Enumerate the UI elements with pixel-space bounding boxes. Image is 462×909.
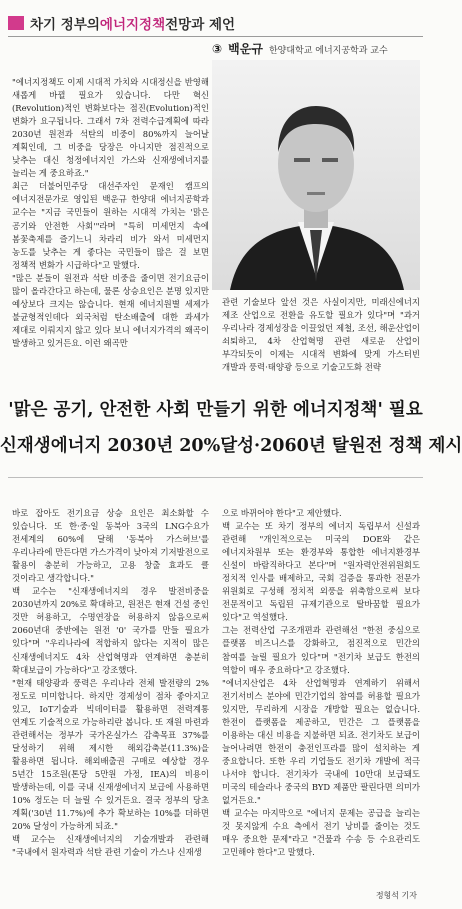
series-title [8, 12, 235, 34]
body-column-2: 관련 기술보다 앞선 것은 사실이지만, 미래신에너지 제조 산업으로 전환을 유도할 필요가 있다"며 "과거 우리나라 경제성장을 이끌었던 제철, 조선, 해운산업이 쇠퇴하고, 4차 산업혁명 관련 새로운 산업이 부각되듯이 이제는 시대적 변화에 맞게 가스터빈 개발과 풍력·태양광 등으로 기술고도화 전략 [222, 297, 420, 373]
series-number: ③ [212, 42, 223, 56]
series-suffix: 전망과 제언 [165, 17, 236, 33]
portrait-image [212, 60, 420, 290]
author-name: 백운규 [228, 42, 263, 56]
top-rule [8, 36, 423, 37]
headline-rule [8, 477, 423, 478]
series-prefix: 차기 정부의 [30, 17, 100, 33]
body-column-1: "에너지정책도 이제 시대적 가치와 시대정신을 반영해 새롭게 바뀔 필요가 있습니다. 다만 혁신(Revolution)적인 변화보다는 점진(Evolution)적인 변화가 요구됩니다. 그래서 7차 전력수급계획에 따라 2030년 원전과 석탄의 비중이 80%까지 늘어날 계획인데, 그 비중을 당장은 아니지만 점진적으로 낮추는 대신 청정에너지인 가스와 신재생에너지를 늘리는 게 중요하죠." 최근 더불어민주당 대선주자인 문재인 캠프의 에너지전문가로 영입된 백운규 한양대 에너지공학과 교수는 "지금 국민들이 원하는 시대적 가치는 '맑은 공기와 안전한 사회'"라며 "특히 미세먼지 속에 봄꽃축제를 즐기느니 차라리 비가 와서 미세먼지 농도를 낮추는 게 좋다는 국민들이 많은 걸 보면 정책적 변화가 시급하다"고 말했다. "많은 분들이 원전과 석탄 비중을 줄이면 전기요금이 많이 올라간다고 하는데, 물론 상승요인은 분명 있지만 예상보다 크지는 않습니다. 현재 에너지원별 세제가 불균형적인데다 외국처럼 탄소배출에 대한 과세가 제대로 이뤄지지 않고 있다 보니 에너지가격의 왜곡이 발생하고 있거든요. 이런 왜곡만 [12, 77, 209, 348]
body-column-3: 바로 잡아도 전기요금 상승 요인은 최소화할 수 있습니다. 또 한·중·일 동북아 3국의 LNG수요가 전세계의 60%에 달해 '동북아 가스허브'를 우리나라에 만든다면 가스가격이 낮아져 기저발전으로 활용이 충분히 가능하고, 고용 창출 효과도 클 것이라고 생각합니다." 백 교수는 "신재생에너지의 경우 발전비중을 2030년까지 20%로 확대하고, 원전은 현재 건설 중인 것만 허용하고, 수명연장을 허용하지 않음으로써 2060년대 중반에는 원전 '0' 국가를 만들 필요가 있다"며 "우리나라에 적합하지 않다는 지적이 많은 신재생에너지도 4차 산업혁명과 연계하면 충분히 확대보급이 가능하다"고 강조했다. "현재 태양광과 풍력은 우리나라 전체 발전량의 2% 정도로 미미합니다. 하지만 경제성이 점차 좋아지고 있고, IoT기술과 빅데이터를 활용하면 전력계통 연계도 기술적으로 가능하리란 봅니다. 또 재원 마련과 관련해서는 정부가 국가온실가스 감축목표 37%를 달성하기 위해 제시한 해외감축분(11.3%)을 활용하면 됩니다. 해외배출권 구매로 예상할 경우 5년간 15조원(톤당 5만원 가정, IEA)의 비용이 발생하는데, 이를 국내 신재생에너지 보급에 사용하면 10% 정도는 더 늘릴 수 있거든요. 결국 정부의 당초 계획('30년 11.7%)에 추가 확보하는 10%를 더하면 20% 달성이 가능하게 되죠." 백 교수는 신재생에너지의 기술개발과 관련해 "국내에서 원자력과 석탄 관련 기술이 가스나 신재생 [12, 508, 209, 858]
byline [212, 40, 388, 57]
author-photo [212, 60, 420, 290]
headline-line-2: 신재생에너지 2030년 20%달성·2060년 탈원전 정책 제시 [0, 436, 462, 456]
series-mark [8, 16, 24, 30]
reporter-credit: 정형석 기자 [375, 891, 417, 900]
body-column-4: 으로 바뀌어야 한다"고 제안했다. 백 교수는 또 차기 정부의 에너지 독립부서 신설과 관련해 "개인적으로는 미국의 DOE와 같은 에너지차원부 또는 환경부와 통합한 에너지환경부 신설이 바람직하다고 본다"며 "원자력안전위원회도 정치적 인사를 배제하고, 국회 검증을 통과한 전문가 위원회로 구성해 정치적 외풍을 위축함으로써 보다 전문적이고 독립된 규제기관으로 탈바꿈할 필요가 있다"고 역설했다. 그는 전력산업 구조개편과 관련해선 "한전 중심으로 플랫폼 비즈니스를 강화하고, 점진적으로 민간의 참여를 늘릴 필요가 있다"며 "전기차 보급도 한전의 역할이 매우 중요하다"고 강조했다. "에너지산업은 4차 산업혁명과 연계하기 위해서 전기서비스 분야에 민간기업의 참여를 허용할 필요가 있지만, 무리하게 시장을 개방할 필요는 없습니다. 한전이 플랫폼을 제공하고, 민간은 그 플랫폼을 이용하는 대신 비용을 지불하면 되죠. 전기차도 보급이 늘어나려면 한전이 충전인프라를 많이 설치하는 게 중요합니다. 또한 우리 기업들도 전기차 개발에 적극 나서야 합니다. 전기차가 국내에 10만대 보급돼도 미국의 테슬라나 중국의 BYD 제품만 팔린다면 의미가 없거든요." 백 교수는 마지막으로 "에너지 문제는 공급을 늘리는 것 못지않게 수요 측에서 전기 낭비를 줄이는 것도 매우 중요한 문제"라고 "건물과 수송 등 수요관리도 고민해야 한다"고 말했다. [222, 508, 420, 858]
headline-line-1: '맑은 공기, 안전한 사회 만들기 위한 에너지정책' 필요 [8, 400, 423, 420]
author-affiliation: 한양대학교 에너지공학과 교수 [268, 46, 388, 56]
series-highlight: 에너지정책 [99, 17, 166, 33]
